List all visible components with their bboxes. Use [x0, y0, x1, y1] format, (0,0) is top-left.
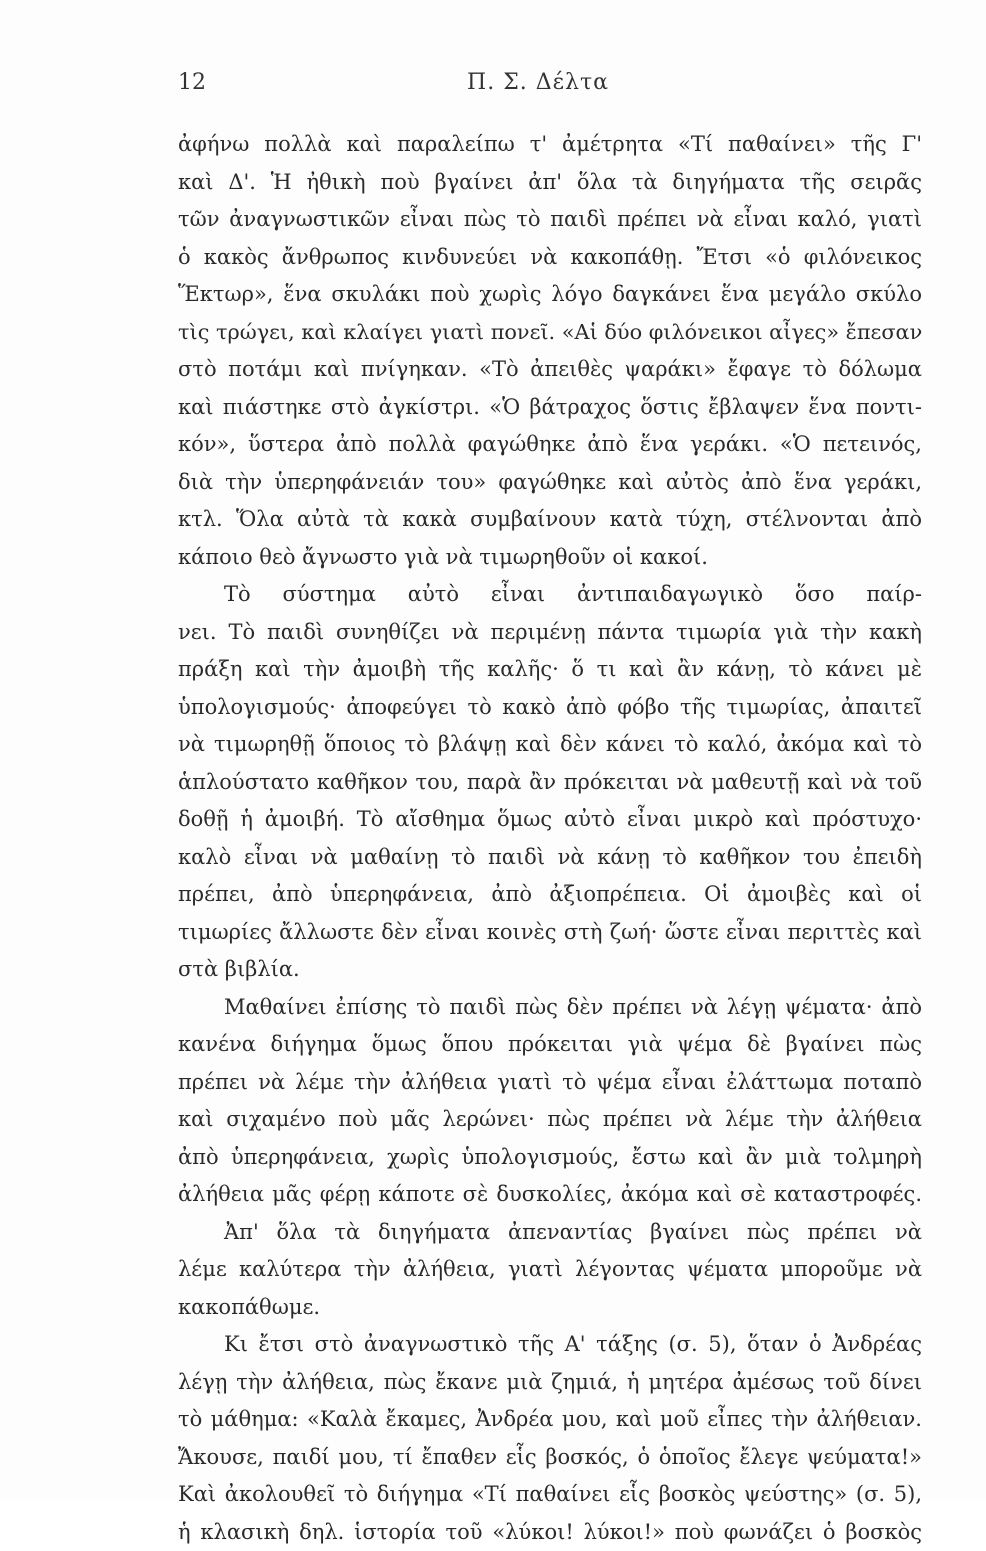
text-line: στὰ βιβλία. [178, 951, 922, 989]
text-line: τῶν ἀναγνωστικῶν εἶναι πὼς τὸ παιδὶ πρέπει νὰ εἶναι καλό, γιατὶ [178, 201, 922, 239]
text-line: διὰ τὴν ὑπερηφάνειάν του» φαγώθηκε καὶ αὐτὸς ἀπὸ ἕνα γεράκι, [178, 464, 922, 502]
text-line: δοθῇ ἡ ἀμοιβή. Τὸ αἴσθημα ὅμως αὐτὸ εἶναι μικρὸ καὶ πρόστυχο· [178, 801, 922, 839]
text-line: λέμε καλύτερα τὴν ἀλήθεια, γιατὶ λέγοντας ψέματα μποροῦμε νὰ [178, 1251, 922, 1289]
text-line: καὶ πιάστηκε στὸ ἀγκίστρι. «Ὁ βάτραχος ὅστις ἔβλαψεν ἕνα ποντι- [178, 389, 922, 427]
text-line: Ἀπ' ὅλα τὰ διηγήματα ἀπεναντίας βγαίνει πὼς πρέπει νὰ [178, 1214, 922, 1252]
text-line: ἁπλούστατο καθῆκον του, παρὰ ἂν πρόκειται νὰ μαθευτῇ καὶ νὰ τοῦ [178, 764, 922, 802]
paragraph-3 [178, 989, 922, 1327]
paragraph-4 [178, 1326, 922, 1551]
text-line: τὸ μάθημα: «Καλὰ ἔκαμες, Ἀνδρέα μου, καὶ μοῦ εἶπες τὴν ἀλήθειαν. [178, 1401, 922, 1439]
running-head: Π. Σ. Δέλτα [178, 70, 898, 95]
text-line: τιμωρίες ἄλλωστε δὲν εἶναι κοινὲς στὴ ζωή· ὥστε εἶναι περιττὲς καὶ [178, 914, 922, 952]
text-line: ἀφήνω πολλὰ καὶ παραλείπω τ' ἀμέτρητα «Τί παθαίνει» τῆς Γ' [178, 126, 922, 164]
text-line: ἀπὸ ὑπερηφάνεια, χωρὶς ὑπολογισμούς, ἔστω καὶ ἂν μιὰ τολμηρὴ [178, 1139, 922, 1177]
text-line: ὁ κακὸς ἄνθρωπος κινδυνεύει νὰ κακοπάθῃ. Ἔτσι «ὁ φιλόνεικος [178, 239, 922, 277]
text-line: ὑπολογισμούς· ἀποφεύγει τὸ κακὸ ἀπὸ φόβο τῆς τιμωρίας, ἀπαιτεῖ [178, 689, 922, 727]
paragraph-2 [178, 576, 922, 989]
body-text [178, 126, 922, 1551]
text-line: πρέπει, ἀπὸ ὑπερηφάνεια, ἀπὸ ἀξιοπρέπεια. Οἱ ἀμοιβὲς καὶ οἱ [178, 876, 922, 914]
text-line: Καὶ ἀκολουθεῖ τὸ διήγημα «Τί παθαίνει εἷς βοσκὸς ψεύστης» (σ. 5), [178, 1476, 922, 1514]
text-line: κάποιο θεὸ ἄγνωστο γιὰ νὰ τιμωρηθοῦν οἱ κακοί. [178, 539, 922, 577]
text-line: καλὸ εἶναι νὰ μαθαίνῃ τὸ παιδὶ νὰ κάνῃ τὸ καθῆκον του ἐπειδὴ [178, 839, 922, 877]
text-line: πρέπει νὰ λέμε τὴν ἀλήθεια γιατὶ τὸ ψέμα εἶναι ἐλάττωμα ποταπὸ [178, 1064, 922, 1102]
text-line: πράξη καὶ τὴν ἀμοιβὴ τῆς καλῆς· ὅ τι καὶ ἂν κάνῃ, τὸ κάνει μὲ [178, 651, 922, 689]
text-line: Ἕκτωρ», ἕνα σκυλάκι ποὺ χωρὶς λόγο δαγκάνει ἕνα μεγάλο σκύλο [178, 276, 922, 314]
text-line: λέγῃ τὴν ἀλήθεια, πὼς ἔκανε μιὰ ζημιά, ἡ μητέρα ἀμέσως τοῦ δίνει [178, 1364, 922, 1402]
text-line: τὶς τρώγει, καὶ κλαίγει γιατὶ πονεῖ. «Αἱ δύο φιλόνεικοι αἶγες» ἔπεσαν [178, 314, 922, 352]
text-line: κόν», ὕστερα ἀπὸ πολλὰ φαγώθηκε ἀπὸ ἕνα γεράκι. «Ὁ πετεινός, [178, 426, 922, 464]
text-line: καὶ σιχαμένο ποὺ μᾶς λερώνει· πὼς πρέπει νὰ λέμε τὴν ἀλήθεια [178, 1101, 922, 1139]
text-line: στὸ ποτάμι καὶ πνίγηκαν. «Τὸ ἀπειθὲς ψαράκι» ἔφαγε τὸ δόλωμα [178, 351, 922, 389]
paragraph-1 [178, 126, 922, 576]
page-number: 12 [178, 70, 206, 95]
text-line: κτλ. Ὅλα αὐτὰ τὰ κακὰ συμβαίνουν κατὰ τύχη, στέλνονται ἀπὸ [178, 501, 922, 539]
text-line: ἡ κλασικὴ δηλ. ἱστορία τοῦ «λύκοι! λύκοι!» ποὺ φωνάζει ὁ βοσκὸς [178, 1514, 922, 1551]
text-line: κακοπάθωμε. [178, 1289, 922, 1327]
text-line: κανένα διήγημα ὅμως ὅπου πρόκειται γιὰ ψέμα δὲ βγαίνει πὼς [178, 1026, 922, 1064]
text-line: Μαθαίνει ἐπίσης τὸ παιδὶ πὼς δὲν πρέπει νὰ λέγῃ ψέματα· ἀπὸ [178, 989, 922, 1027]
text-line: Ἄκουσε, παιδί μου, τί ἔπαθεν εἷς βοσκός, ὁ ὁποῖος ἔλεγε ψεύματα!» [178, 1439, 922, 1477]
text-line: ἀλήθεια μᾶς φέρῃ κάποτε σὲ δυσκολίες, ἀκόμα καὶ σὲ καταστροφές. [178, 1176, 922, 1214]
text-line: καὶ Δ'. Ἡ ἠθικὴ ποὺ βγαίνει ἀπ' ὅλα τὰ διηγήματα τῆς σειρᾶς [178, 164, 922, 202]
text-line: Κι ἔτσι στὸ ἀναγνωστικὸ τῆς Α' τάξης (σ. 5), ὅταν ὁ Ἀνδρέας [178, 1326, 922, 1364]
page-header [178, 70, 898, 104]
text-line: νὰ τιμωρηθῇ ὅποιος τὸ βλάψῃ καὶ δὲν κάνει τὸ καλό, ἀκόμα καὶ τὸ [178, 726, 922, 764]
text-line: νει. Τὸ παιδὶ συνηθίζει νὰ περιμένῃ πάντα τιμωρία γιὰ τὴν κακὴ [178, 614, 922, 652]
text-line: Τὸ σύστημα αὐτὸ εἶναι ἀντιπαιδαγωγικὸ ὅσο παίρ- [178, 576, 922, 614]
